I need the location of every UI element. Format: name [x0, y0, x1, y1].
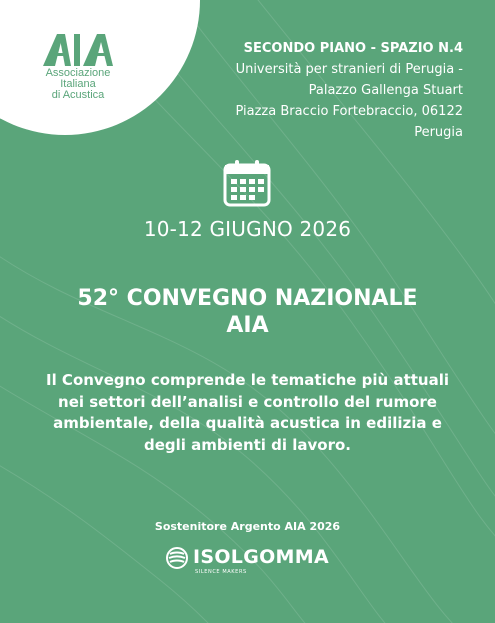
description-line: ambientale, della qualità acustica in edilizia e: [53, 414, 442, 432]
brand-name: ISOLGOMMA: [193, 546, 329, 568]
aia-logo-mark: [41, 32, 115, 68]
event-description: [40, 370, 455, 456]
aia-logo: [36, 32, 120, 101]
logo-line: di Acustica: [51, 89, 105, 101]
calendar-icon: [222, 158, 272, 208]
venue-line: Università per stranieri di Perugia -: [235, 62, 463, 77]
isolgomma-logo: [165, 544, 330, 580]
event-title: [0, 285, 495, 339]
event-title-line: AIA: [226, 313, 269, 338]
venue-block: [203, 38, 463, 143]
description-line: Il Convegno comprende le tematiche più attuali: [45, 371, 449, 389]
brand-tagline: SILENCE MAKERS: [195, 569, 247, 575]
logo-line: Associazione: [45, 67, 111, 79]
description-line: degli ambienti di lavoro.: [143, 435, 352, 454]
event-title-line: 52° CONVEGNO NAZIONALE: [77, 286, 418, 311]
venue-line: Palazzo Gallenga Stuart: [308, 83, 463, 98]
venue-line: Piazza Braccio Fortebraccio, 06122: [235, 104, 463, 119]
event-date: 10-12 GIUGNO 2026: [143, 217, 352, 241]
sponsor-label: Sostenitore Argento AIA 2026: [154, 520, 341, 533]
logo-line: Italiana: [60, 78, 96, 90]
venue-floor: SECONDO PIANO - SPAZIO N.4: [243, 41, 463, 56]
logo-wordmark: [36, 68, 120, 101]
isolgomma-mark-icon: [165, 546, 189, 572]
description-line: nei settori dell’analisi e controllo del rumore: [58, 392, 437, 411]
venue-line: Perugia: [414, 125, 463, 140]
